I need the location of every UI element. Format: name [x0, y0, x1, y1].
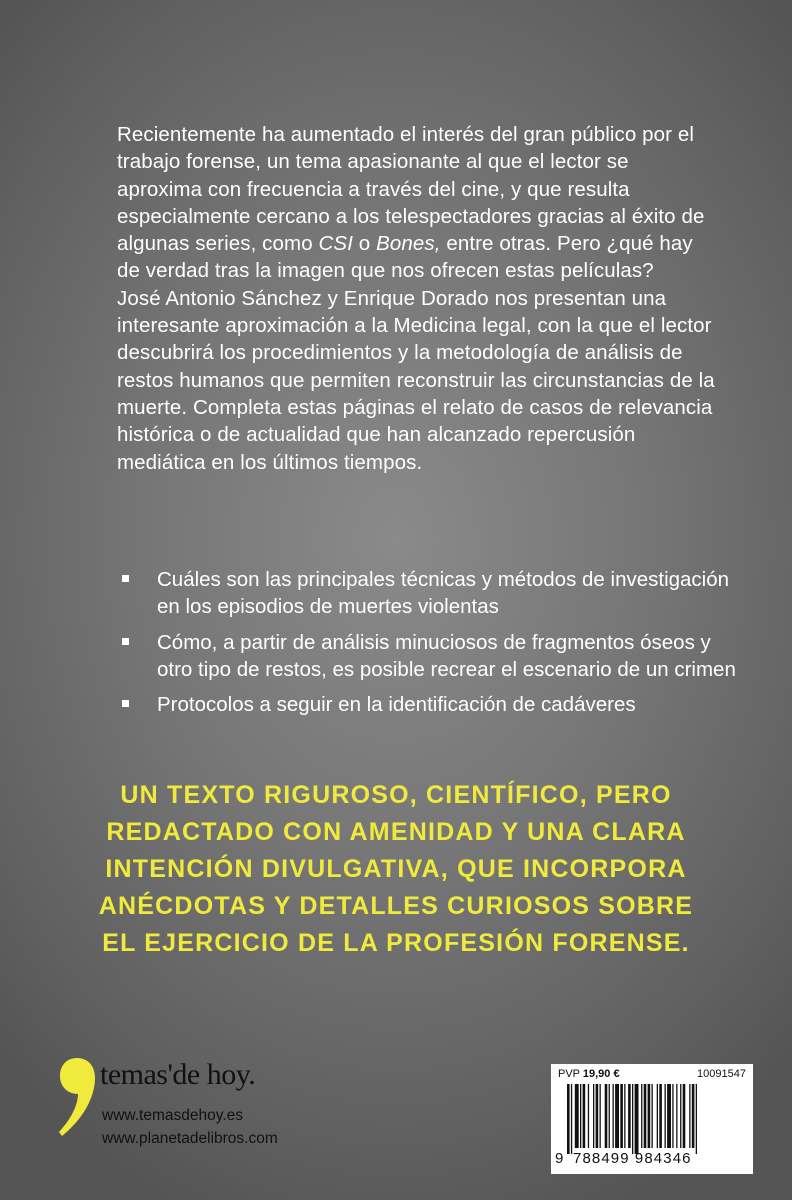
barcode-icon	[567, 1084, 743, 1154]
barcode-panel: PVP 19,90 € 10091547 9 788499 984346	[551, 1064, 753, 1174]
feature-list	[122, 566, 742, 726]
feature-item: Protocolos a seguir en la identificación de cadáveres	[122, 691, 742, 718]
comma-logo-icon	[58, 1056, 96, 1138]
synopsis	[117, 121, 717, 476]
synopsis-paragraph-2: José Antonio Sánchez y Enrique Dorado nos presentan una interesante aproximación a la Medicina legal, con la que el lector descubrirá los procedimientos y la metodología de análisis de restos humanos que permiten reconstruir las circunstancias de la muerte. Completa estas páginas el relato de casos de relevancia histórica o de actualidad que han alcanzado repercusión mediática en los últimos tiempos.	[117, 286, 715, 474]
url-temasdehoy: www.temasdehoy.es	[102, 1107, 243, 1124]
series-title-csi: CSI	[318, 232, 353, 256]
price-value: 19,90 €	[582, 1068, 620, 1080]
bullet-square-icon	[122, 575, 129, 582]
url-planetadelibros: www.planetadelibros.com	[102, 1130, 278, 1147]
synopsis-paragraph-1: Recientemente ha aumentado el interés del gran público por el trabajo forense, un tema apasionante al que el lector se aproxima con frecuencia a través del cine, y que resulta especialmente cercano a los telespectadores gracias al éxito de algunas series, como CSI o Bones, entre otras. Pero ¿qué hay de verdad tras la imagen que nos ofrecen estas películas?	[117, 123, 705, 283]
price-row	[558, 1068, 746, 1080]
feature-item: Cómo, a partir de análisis minuciosos de fragmentos óseos y otro tipo de restos, es posible recrear el escenario de un crimen	[122, 629, 742, 684]
bullet-square-icon	[122, 700, 129, 707]
publisher-name: temas'de hoy.	[100, 1058, 256, 1091]
highlight-quote: UN TEXTO RIGUROSO, CIENTÍFICO, PERO REDACTADO CON AMENIDAD Y UNA CLARA INTENCIÓN DIVULGATIVA, QUE INCORPORA ANÉCDOTAS Y DETALLES CURIOSOS SOBRE EL EJERCICIO DE LA PROFESIÓN FORENSE.	[98, 781, 694, 957]
product-code: 10091547	[697, 1068, 746, 1080]
bullet-square-icon	[122, 638, 129, 645]
pvp-label: PVP	[558, 1068, 580, 1080]
publisher-urls	[102, 1104, 278, 1150]
series-title-bones: Bones,	[376, 232, 441, 256]
feature-item: Cuáles son las principales técnicas y métodos de investigación en los episodios de muertes violentas	[122, 566, 742, 621]
